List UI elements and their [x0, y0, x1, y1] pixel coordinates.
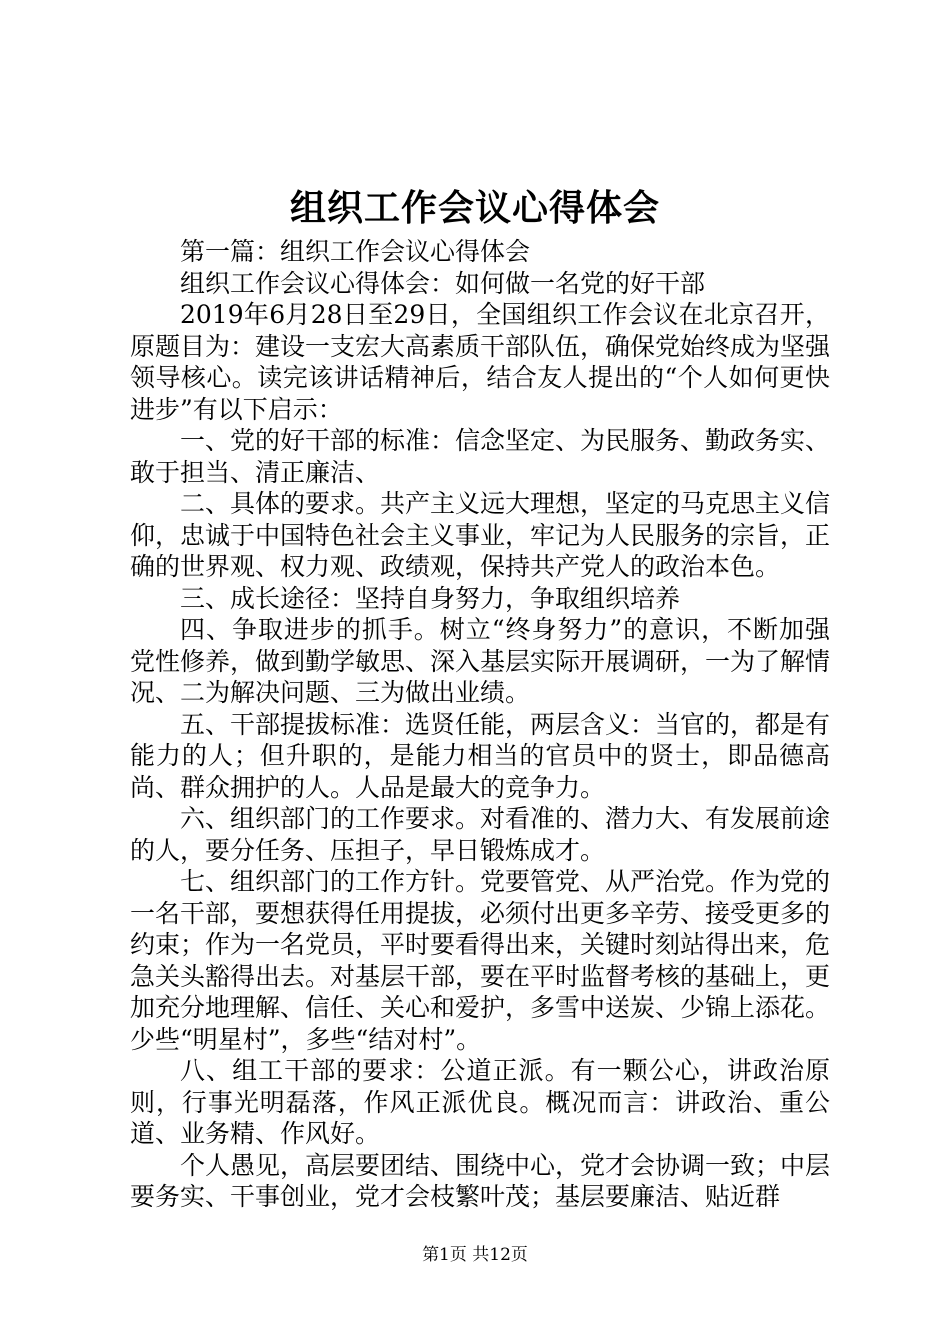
paragraph: 第一篇：组织工作会议心得体会 [180, 237, 531, 266]
document-body [130, 236, 830, 1213]
paragraph: 七、组织部门的工作方针。党要管党、从严治党。作为党的一名干部，要想获得任用提拔，必须付出更多辛劳、接受更多的约束；作为一名党员，平时要看得出来，关键时刻站得出来，危急关头豁得出去。对基层干部，要在平时监督考核的基础上，更加充分地理解、信任、关心和爱护，多雪中送炭、少锦上添花。少些“明星村”，多些“结对村”。 [130, 867, 831, 1054]
paragraph: 八、组工干部的要求：公道正派。有一颗公心，讲政治原则，行事光明磊落，作风正派优良。概况而言：讲政治、重公道、业务精、作风好。 [130, 1056, 830, 1148]
document-title: 组织工作会议心得体会 [289, 187, 660, 229]
paragraph: 组织工作会议心得体会：如何做一名党的好干部 [180, 268, 706, 298]
paragraph: 2019年6月28日至29日，全国组织工作会议在北京召开，原题目为：建设一支宏大高素质干部队伍，确保党始终成为坚强领导核心。读完该讲话精神后，结合友人提出的“个人如何更快进步”有以下启示： [130, 300, 831, 424]
paragraph: 六、组织部门的工作要求。对看准的、潜力大、有发展前途的人，要分任务、压担子，早日锻炼成才。 [130, 804, 831, 865]
paragraph: 二、具体的要求。共产主义远大理想，坚定的马克思主义信仰，忠诚于中国特色社会主义事业，牢记为人民服务的宗旨，正确的世界观、权力观、政绩观，保持共产党人的政治本色。 [130, 489, 831, 581]
paragraph: 四、争取进步的抓手。树立“终身努力”的意识，不断加强党性修养，做到勤学敏思、深入基层实际开展调研，一为了解情况、二为解决问题、三为做出业绩。 [130, 615, 831, 707]
paragraph: 三、成长途径：坚持自身努力，争取组织培养 [180, 583, 681, 613]
paragraph: 一、党的好干部的标准：信念坚定、为民服务、勤政务实、敢于担当、清正廉洁、 [130, 426, 831, 487]
page-number-footer: 第1页 共12页 [422, 1245, 528, 1265]
paragraph: 个人愚见，高层要团结、围绕中心，党才会协调一致；中层要务实、干事创业，党才会枝繁叶茂；基层要廉洁、贴近群 [130, 1150, 831, 1211]
paragraph: 五、干部提拔标准：选贤任能，两层含义：当官的，都是有能力的人；但升职的，是能力相当的官员中的贤士，即品德高尚、群众拥护的人。人品是最大的竞争力。 [130, 709, 831, 802]
